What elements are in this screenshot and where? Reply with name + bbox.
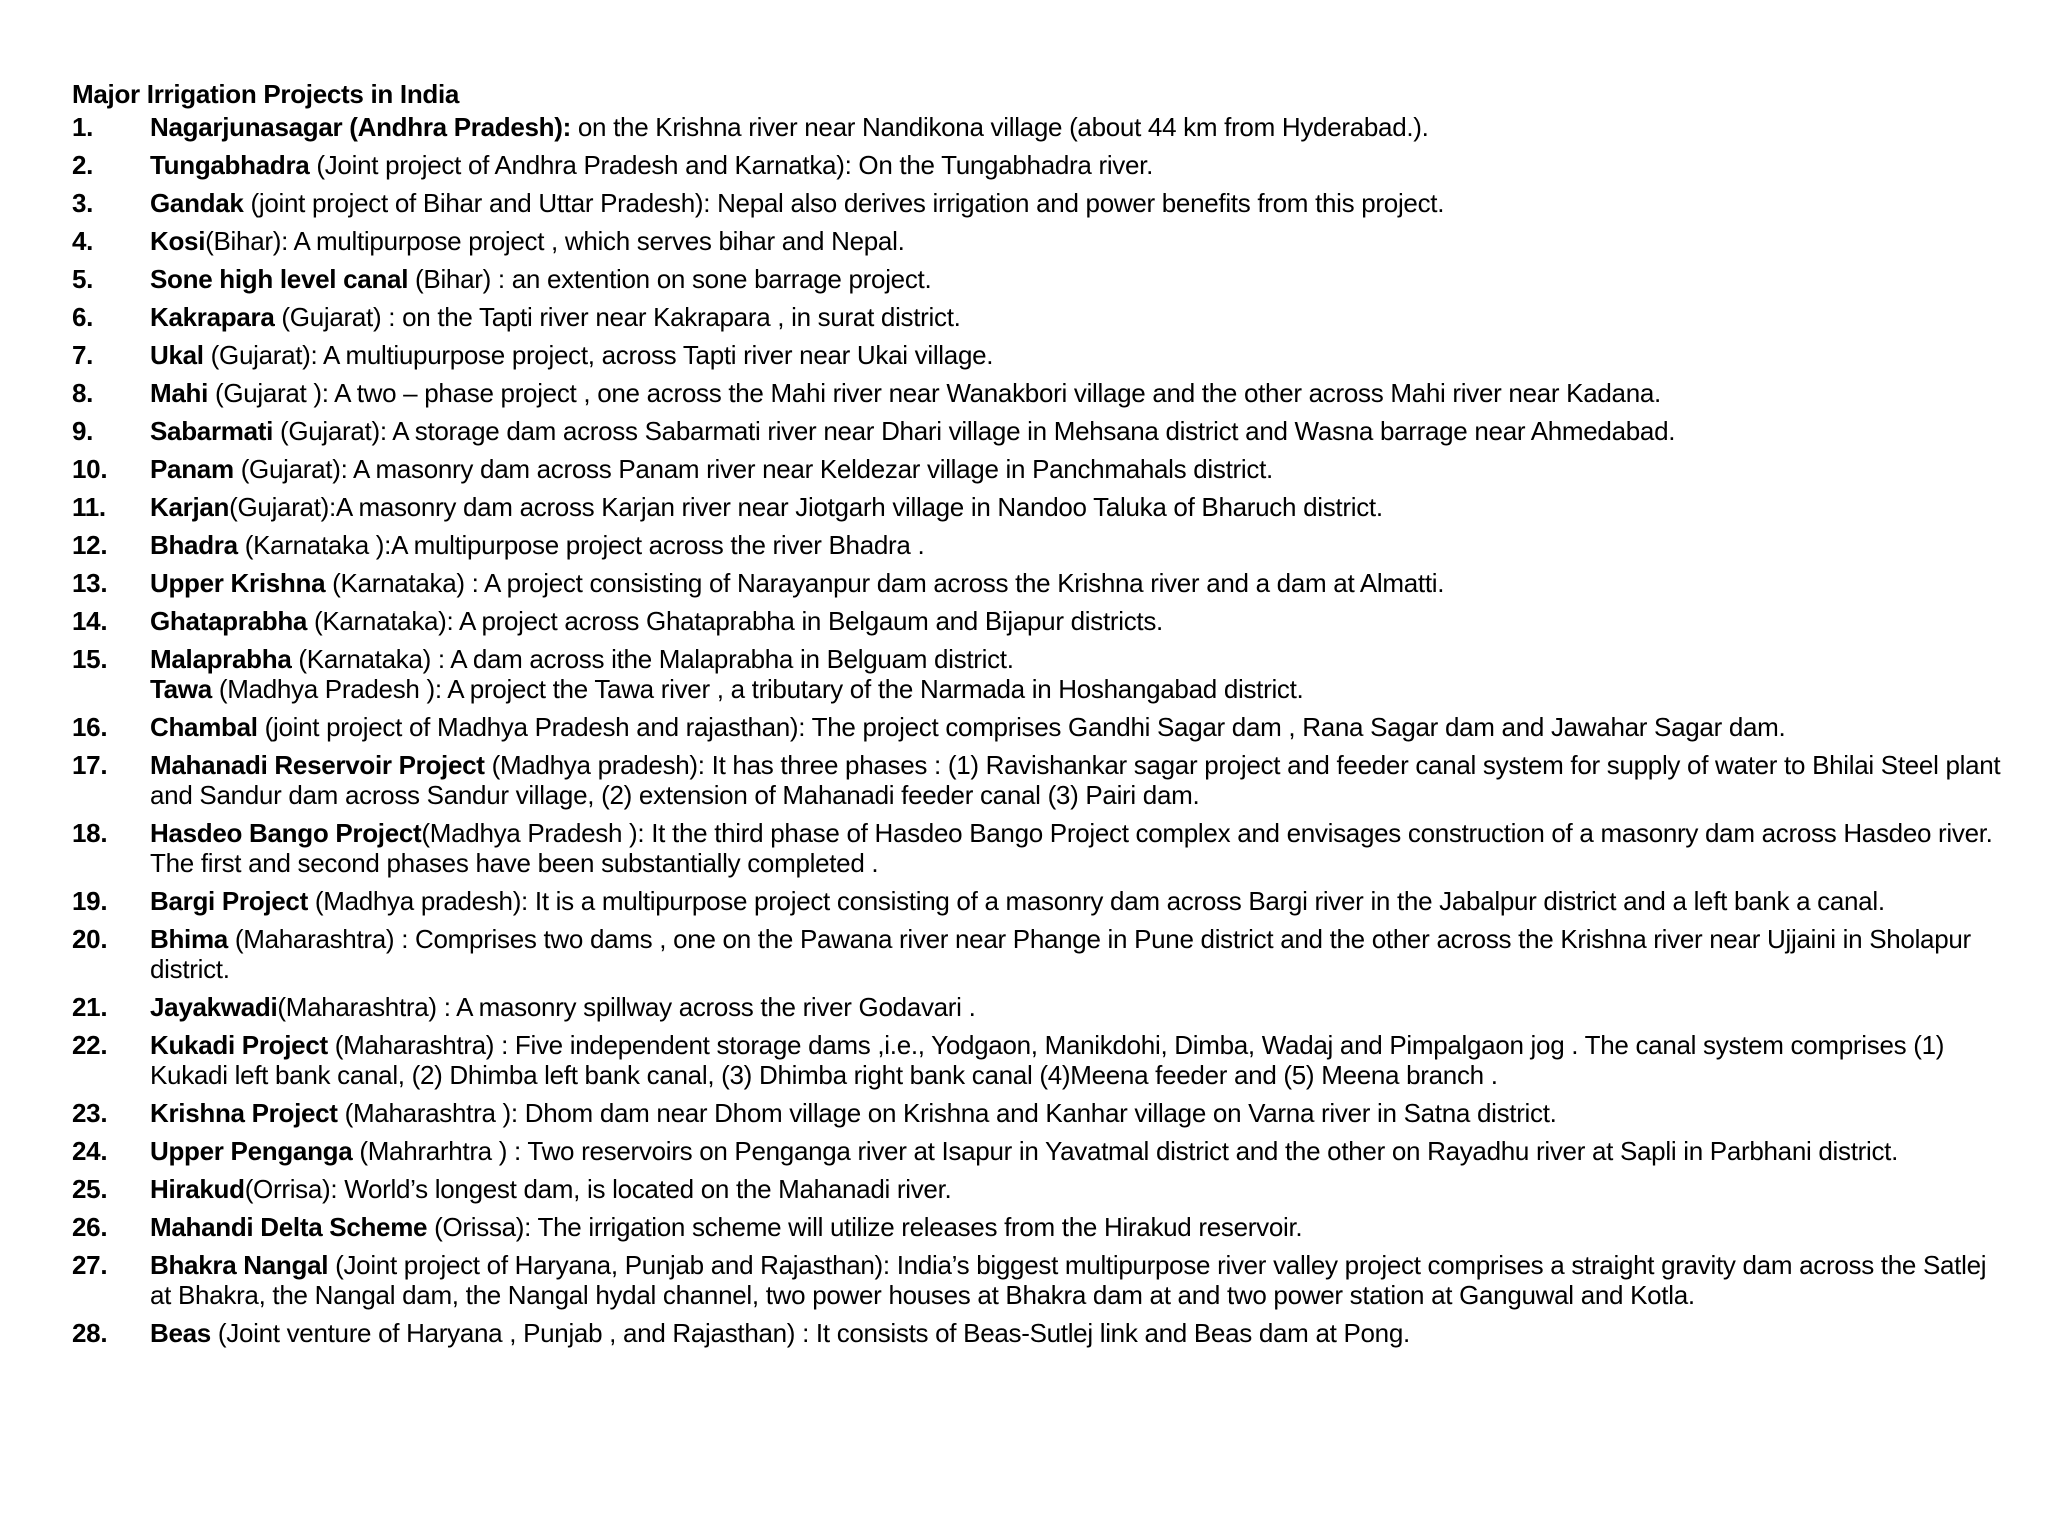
list-item xyxy=(72,378,2012,408)
project-name: Hasdeo Bango Project xyxy=(150,818,422,848)
list-item xyxy=(72,568,2012,598)
item-body xyxy=(150,992,2012,1022)
project-name: Karjan xyxy=(150,492,230,522)
list-item xyxy=(72,1136,2012,1166)
project-description: (Mahrarhtra ) : Two reservoirs on Penganga river at Isapur in Yavatmal district and the other on Rayadhu river at Sapli in Parbhani district. xyxy=(352,1136,1899,1166)
item-number: 26. xyxy=(72,1212,108,1242)
project-description: (Bihar) : an extention on sone barrage project. xyxy=(408,264,932,294)
list-item xyxy=(72,1174,2012,1204)
project-name: Gandak xyxy=(150,188,244,218)
project-description: (Karnataka ):A multipurpose project across the river Bhadra . xyxy=(237,530,925,560)
item-number: 6. xyxy=(72,302,94,332)
project-name: Beas xyxy=(150,1318,211,1348)
project-name: Hirakud xyxy=(150,1174,245,1204)
item-number: 18. xyxy=(72,818,108,848)
project-description: (Madhya Pradesh ): It the third phase of Hasdeo Bango Project complex and envisages construction of a masonry dam across Hasdeo river. The first and second phases have been substantially completed . xyxy=(150,818,1993,878)
project-name: Panam xyxy=(150,454,234,484)
item-body xyxy=(150,340,2012,370)
item-number: 27. xyxy=(72,1250,108,1280)
project-name: Jayakwadi xyxy=(150,992,278,1022)
item-number: 10. xyxy=(72,454,108,484)
project-name: Krishna Project xyxy=(150,1098,338,1128)
project-description: (Gujarat): A masonry dam across Panam river near Keldezar village in Panchmahals district. xyxy=(233,454,1273,484)
item-body xyxy=(150,416,2012,446)
list-item xyxy=(72,530,2012,560)
project-description: (Joint project of Haryana, Punjab and Rajasthan): India’s biggest multipurpose river valley project comprises a straight gravity dam across the Satlej at Bhakra, the Nangal dam, the Nangal hydal channel, two power houses at Bhakra dam at and two power station at Ganguwal and Kotla. xyxy=(150,1250,1987,1310)
item-body xyxy=(150,644,2012,704)
item-body xyxy=(150,378,2012,408)
project-description: (Madhya pradesh): It is a multipurpose project consisting of a masonry dam across Bargi river in the Jabalpur district and a left bank a canal. xyxy=(307,886,1885,916)
project-description: (Gujarat): A storage dam across Sabarmati river near Dhari village in Mehsana district and Wasna barrage near Ahmedabad. xyxy=(273,416,1676,446)
list-item xyxy=(72,1318,2012,1348)
project-description: (Orrisa): World’s longest dam, is located on the Mahanadi river. xyxy=(244,1174,952,1204)
item-number: 3. xyxy=(72,188,94,218)
project-name: Ukal xyxy=(150,340,204,370)
item-number: 28. xyxy=(72,1318,108,1348)
list-item xyxy=(72,454,2012,484)
item-number: 9. xyxy=(72,416,94,446)
item-number: 25. xyxy=(72,1174,108,1204)
project-name: Chambal xyxy=(150,712,258,742)
item-number: 1. xyxy=(72,112,94,142)
list-item xyxy=(72,302,2012,332)
item-body xyxy=(150,1212,2012,1242)
item-body xyxy=(150,568,2012,598)
project-description: (Gujarat):A masonry dam across Karjan river near Jiotgarh village in Nandoo Taluka of Bharuch district. xyxy=(229,492,1383,522)
project-name: Bhima xyxy=(150,924,228,954)
item-number: 20. xyxy=(72,924,108,954)
item-body xyxy=(150,188,2012,218)
item-number: 23. xyxy=(72,1098,108,1128)
item-number: 12. xyxy=(72,530,108,560)
item-body xyxy=(150,264,2012,294)
list-item xyxy=(72,1250,2012,1310)
list-item xyxy=(72,750,2012,810)
list-item xyxy=(72,112,2012,142)
item-body xyxy=(150,492,2012,522)
list-item xyxy=(72,712,2012,742)
list-item xyxy=(72,264,2012,294)
item-body xyxy=(150,112,2012,142)
item-number: 7. xyxy=(72,340,94,370)
item-body xyxy=(150,302,2012,332)
item-number: 19. xyxy=(72,886,108,916)
project-name: Mahi xyxy=(150,378,209,408)
project-name: Bargi Project xyxy=(150,886,308,916)
project-name: Sabarmati xyxy=(150,416,274,446)
project-description: on the Krishna river near Nandikona village (about 44 km from Hyderabad.). xyxy=(570,112,1429,142)
list-item xyxy=(72,644,2012,704)
document-page xyxy=(72,76,2012,1356)
list-item xyxy=(72,886,2012,916)
item-body xyxy=(150,712,2012,742)
item-number: 22. xyxy=(72,1030,108,1060)
project-description: (Joint venture of Haryana , Punjab , and Rajasthan) : It consists of Beas-Sutlej link and Beas dam at Pong. xyxy=(210,1318,1410,1348)
project-description: (Joint project of Andhra Pradesh and Karnatka): On the Tungabhadra river. xyxy=(309,150,1153,180)
project-name: Upper Penganga xyxy=(150,1136,353,1166)
list-item xyxy=(72,606,2012,636)
item-number: 17. xyxy=(72,750,108,780)
project-description: (joint project of Madhya Pradesh and rajasthan): The project comprises Gandhi Sagar dam , Rana Sagar dam and Jawahar Sagar dam. xyxy=(257,712,1786,742)
project-list xyxy=(72,112,2012,1348)
project-name: Ghataprabha xyxy=(150,606,308,636)
item-number: 13. xyxy=(72,568,108,598)
list-item xyxy=(72,1030,2012,1090)
item-body xyxy=(150,606,2012,636)
item-body xyxy=(150,150,2012,180)
item-number: 8. xyxy=(72,378,94,408)
project-description: (Maharashtra) : A masonry spillway across the river Godavari . xyxy=(277,992,976,1022)
item-number: 21. xyxy=(72,992,108,1022)
item-body xyxy=(150,924,2012,984)
project-description: (joint project of Bihar and Uttar Pradesh): Nepal also derives irrigation and power benefits from this project. xyxy=(243,188,1445,218)
item-number: 16. xyxy=(72,712,108,742)
sub-entry xyxy=(150,674,2012,704)
project-description: (Orissa): The irrigation scheme will utilize releases from the Hirakud reservoir. xyxy=(427,1212,1303,1242)
list-item xyxy=(72,226,2012,256)
item-body xyxy=(150,1030,2012,1090)
project-description: (Madhya pradesh): It has three phases : (1) Ravishankar sagar project and feeder canal system for supply of water to Bhilai Steel plant and Sandur dam across Sandur village, (2) extension of Mahanadi feeder canal (3) Pairi dam. xyxy=(150,750,2001,810)
item-number: 4. xyxy=(72,226,94,256)
project-name: Sone high level canal xyxy=(150,264,409,294)
document-title: Major Irrigation Projects in India xyxy=(72,79,460,109)
item-body xyxy=(150,454,2012,484)
item-body xyxy=(150,530,2012,560)
list-item xyxy=(72,1098,2012,1128)
list-item xyxy=(72,492,2012,522)
item-number: 24. xyxy=(72,1136,108,1166)
project-description: (Karnataka): A project across Ghataprabha in Belgaum and Bijapur districts. xyxy=(307,606,1163,636)
item-body xyxy=(150,1174,2012,1204)
list-item xyxy=(72,150,2012,180)
item-number: 15. xyxy=(72,644,108,674)
list-item xyxy=(72,416,2012,446)
list-item xyxy=(72,340,2012,370)
item-number: 2. xyxy=(72,150,94,180)
project-name: Kakrapara xyxy=(150,302,275,332)
project-description: (Karnataka) : A project consisting of Narayanpur dam across the Krishna river and a dam at Almatti. xyxy=(325,568,1445,598)
project-name: Bhadra xyxy=(150,530,238,560)
project-name: Malaprabha xyxy=(150,644,292,674)
list-item xyxy=(72,188,2012,218)
project-description: (Gujarat): A multiupurpose project, across Tapti river near Ukai village. xyxy=(203,340,994,370)
project-name: Bhakra Nangal xyxy=(150,1250,329,1280)
project-name: Kukadi Project xyxy=(150,1030,328,1060)
item-number: 5. xyxy=(72,264,94,294)
list-item xyxy=(72,818,2012,878)
project-description: (Maharashtra) : Five independent storage dams ,i.e., Yodgaon, Manikdohi, Dimba, Wadaj and Pimpalgaon jog . The canal system comprises (1) Kukadi left bank canal, (2) Dhimba left bank canal, (3) Dhimba right bank canal (4)Meena feeder and (5) Meena branch . xyxy=(150,1030,1945,1090)
project-name: Nagarjunasagar (Andhra Pradesh): xyxy=(150,112,571,142)
project-description: (Bihar): A multipurpose project , which serves bihar and Nepal. xyxy=(205,226,905,256)
project-description: (Karnataka) : A dam across ithe Malaprabha in Belguam district. xyxy=(291,644,1014,674)
item-body xyxy=(150,226,2012,256)
list-item xyxy=(72,992,2012,1022)
project-description: (Gujarat ): A two – phase project , one across the Mahi river near Wanakbori village and the other across Mahi river near Kadana. xyxy=(208,378,1661,408)
item-body xyxy=(150,1136,2012,1166)
item-number: 11. xyxy=(72,492,106,522)
item-body xyxy=(150,750,2012,810)
list-item xyxy=(72,1212,2012,1242)
project-name: Mahanadi Reservoir Project xyxy=(150,750,485,780)
item-body xyxy=(150,818,2012,878)
item-body xyxy=(150,1318,2012,1348)
item-body xyxy=(150,1250,2012,1310)
list-item xyxy=(72,924,2012,984)
project-description: (Maharashtra) : Comprises two dams , one on the Pawana river near Phange in Pune district and the other across the Krishna river near Ujjaini in Sholapur district. xyxy=(150,924,1971,984)
item-body xyxy=(150,1098,2012,1128)
project-name: Upper Krishna xyxy=(150,568,326,598)
project-description: (Gujarat) : on the Tapti river near Kakrapara , in surat district. xyxy=(274,302,961,332)
item-body xyxy=(150,886,2012,916)
project-name: Mahandi Delta Scheme xyxy=(150,1212,428,1242)
project-description: (Maharashtra ): Dhom dam near Dhom village on Krishna and Kanhar village on Varna river in Satna district. xyxy=(337,1098,1557,1128)
project-name: Kosi xyxy=(150,226,206,256)
project-name: Tungabhadra xyxy=(150,150,310,180)
item-number: 14. xyxy=(72,606,108,636)
project-description: (Madhya Pradesh ): A project the Tawa river , a tributary of the Narmada in Hoshangabad district. xyxy=(211,674,1304,704)
project-name: Tawa xyxy=(150,674,212,704)
